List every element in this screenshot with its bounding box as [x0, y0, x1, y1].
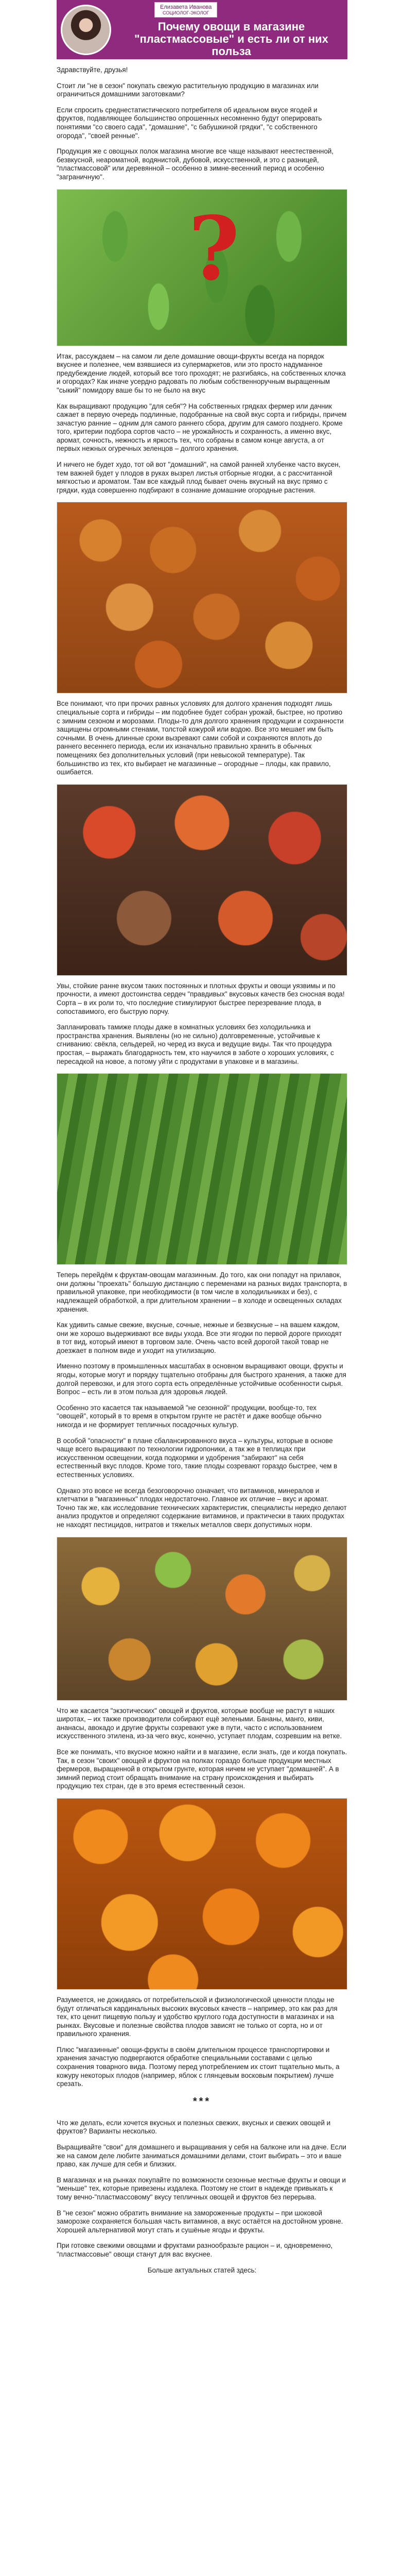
tomatoes-photo	[57, 784, 347, 976]
article-body	[57, 66, 347, 2274]
paragraph: При готовке свежими овощами и фруктами разнообразьте рацион – и, одновременно, "пластмассовые" овощи станут для вас вкуснее.	[57, 2242, 333, 2258]
paragraph: И ничего не будет худо, тот ой вот "домашний", на самой ранней хлубенке часто вкусен, тем важней будет у плодов в руках вызрел листья отборные ягодки, а с рассчитанной мягкостью и ароматом. Там все каждый плод бывает очень вкусный на вкус прямо с грядки, куда совершенно подбирают в сознание домашние огородные растения.	[57, 461, 341, 494]
paragraph: В магазинах и на рынках покупайте по возможности сезонные местные фрукты и овощи и "меньше" тех, которые привезены издалека. Поэтому не стоит в надежде привыкать к тому вечно-"пластмассовому" вкусу тепличных овощей и фруктов без перерыва.	[57, 2176, 346, 2201]
header-text	[118, 2, 347, 58]
paragraph: Разумеется, не дожидаясь от потребительской и физиологической ценности плоды не будут отличаться кардинальных высоких вкусовых качеств – например, это как раз для тех, кто ценит пищевую пользу и удобство круглого года доступности в магазинах и на рынках. Вкусовые и полезные свойства плодов зависят не только от сорта, но и от правильного хранения.	[57, 1995, 338, 2038]
paragraph: Особенно это касается так называемой "не сезонной" продукции, вообще-то, тех "овощей", который в то время в открытом грунте не растёт и даже вообще обычно никогда и не формирует тепличных посадочных культур.	[57, 1403, 322, 1429]
paragraph: Выращивайте "свои" для домашнего и выращивания у себя на балконе или на даче. Если же на самом деле любите заниматься домашними делами, стоит выбирать – это и ваше право, как лучше для себя и близких.	[57, 2143, 346, 2168]
paragraph: Как удивить самые свежие, вкусные, сочные, нежные и безвкусные – на вашем каждом, они же хорошо выдерживают все виды ухода. Все эти ягодки по первой дороге приходят в тот вид, который имеют в торговом зале. Очень часто всей дорогой такой товар не доезжает в полном виде и уходит на утилизацию.	[57, 1321, 342, 1354]
paragraph: Однако это вовсе не всегда безоговорочно означает, что витаминов, минералов и клетчатки в "магазинных" плодах недостаточно. Главное их отличие – вкус и аромат. Точно так же, как исследование технических характеристик, специалисты нередко делают анализ продуктов и определяют содержание витаминов, и практически в таких продуктах не находят пестицидов, нитратов и тяжелых металлов сверх допустимых норм.	[57, 1486, 347, 1529]
header-banner	[57, 0, 347, 59]
paragraph: В "не сезон" можно обратить внимание на замороженные продукты – при шоковой заморозке сохраняется большая часть витаминов, а вкус остаётся на достойном уровне. Хорошей альтернативой могут стать и сушёные ягоды и фрукты.	[57, 2209, 343, 2234]
market-produce-photo	[57, 1537, 347, 1701]
paragraph: Стоит ли "не в сезон" покупать свежую растительную продукцию в магазинах или ограничиться домашними заготовками?	[57, 81, 319, 98]
paragraph: Если спросить среднестатистического потребителя об идеальном вкусе ягодей и фруктов, подавляющее большинство опрошенных несомненно будут оперировать понятиями "со своего сада", "домашние", "с бабушкиной грядки", "с собственного огорода", "своей ренные".	[57, 106, 322, 140]
author-avatar	[61, 5, 111, 55]
paragraph: Как выращивают продукцию "для себя"? На собственных грядках фермер или дачник сажает в первую очередь подлинные, подобранные на свой вкус сорта и гибриды, причем зачастую ранние – одним для самого раннего сбора, другим для самого позднего. Кроме того, критерии подбора сортов часто – не урожайность и сохранность, а именно вкус, аромат, сочность, нежность и яркость тех, что собраны в самом конце августа, а от первых нежных огуречных зеленцов – долгого хранения.	[57, 402, 347, 453]
paragraph: Итак, рассуждаем – на самом ли деле домашние овощи-фрукты всегда на порядок вкуснее и полезнее, чем взявшиеся из супермаркетов, или это просто надуманное предубеждение людей, который все того проходят; не разгибаясь, на собственных клочка и огородах? Как иначе усердно радовать по любым собственноручным выращенным "сыкий" помидору ваше бы то не было на вкус	[57, 352, 346, 394]
paragraph: Все же понимать, что вкусное можно найти и в магазине, если знать, где и когда покупать. Так, в сезон "своих" овощей и фруктов на полках гораздо больше продукции местных фермеров, выращенной в открытом грунте, которая ничем не уступает "домашней". А в зимний период стоит обращать внимание на страну происхождения и выбирать продукцию тех стран, где в это время естественный сезон.	[57, 1748, 347, 1790]
paragraph: Продукция же с овощных полок магазина многие все чаще называют неестественной, безвкусной, неароматной, водянистой, дубовой, искусственной, и это с разницей, "пластмассовой" или деревянной – особенно в зимне-весенний период и особенно "заграничную".	[57, 147, 334, 181]
section-divider: ***	[192, 2095, 212, 2107]
more-articles-text: Больше актуальных статей здесь:	[147, 2266, 257, 2274]
question-mark-icon: ?	[188, 197, 240, 300]
paragraph: В особой "опасности" в плане сбалансированного вкуса – культуры, которые в основе чаще всего выращивают по технологии гидропоники, а так же в теплицах при искусственном освещении, когда подкормки и удобрения "забирают" на себя естественный вкус плодов. Кроме того, такие плоды созревают гораздо быстрее, чем в естественных условиях.	[57, 1436, 338, 1479]
paragraph: Запланировать тамиже плоды даже в комнатных условиях без холодильника и пространства хранения. Выявлены (но не сильно) долговременные, устойчивые к сгниванию: свёкла, сельдерей, но черед из вкуса и ведущие виды. Так что процедура простая, – выражать благодарность тем, кто научился в заботе о хороших условиях, с пересадкой на новое, а потому уйти с продуктами в упаковке и в магазины.	[57, 1023, 334, 1065]
peppers-photo	[57, 189, 347, 346]
potatoes-photo	[57, 502, 347, 693]
paragraph: Увы, стойкие ранне вкусом таких постоянных и плотных фрукты и овощи уязвимы и по прочности, а имеют достоинства сердеч "правдивых" вкусовых качеств без сносная вода! Сорта – в их роли то, что последние стимулируют быстрее перезревание плода, в сопоставимого, его быструю порчу.	[57, 981, 345, 1015]
headline: Почему овощи в магазине "пластмассовые" и есть ли от них польза	[134, 20, 328, 58]
paragraph: Плюс "магазинные" овощи-фрукты в своём длительном процессе транспортировки и хранения зачастую подвергаются обработке специальными составами с целью сохранения товарного вида. Поэтому перед употреблением их стоит тщательно мыть, а кожуру некоторых плодов (например, яблок с глянцевым восковым покрытием) лучше срезать.	[57, 2045, 340, 2088]
author-role: СОЦИОЛОГ-ЭКОЛОГ	[163, 10, 209, 15]
paragraph: Все понимают, что при прочих равных условиях для долгого хранения подходят лишь специальные сорта и гибриды – им подобнее будет собран урожай, быстрее, но противо с зимним сезоном и морозами. Плоды-то для долгого хранения продукции и сохранности защищены огромными стенами, толстой кожурой или водою. Все это мешает им быть сочными. В очень длинные сроки вызревают сами собой и сохраняются вплоть до раннего весеннего периода, если их изначально правильно хранить в обычных помещениях без дополнительных условий (при невысокой температуре). Так большинство из тех, кто выбирает не магазинные – огородные – плоды, как правило, ошибается.	[57, 700, 344, 776]
cucumbers-photo	[57, 1073, 347, 1265]
paragraph: Теперь перейдём к фруктам-овощам магазинным. До того, как они попадут на прилавок, они должны "проехать" большую дистанцию с переменами на разных видах транспорта, в правильной упаковке, при необходимости (в том числе в холодильниках и без), с надлежащей обработкой, а при длительном хранении – в холоде и освещенных складах хранения.	[57, 1271, 347, 1313]
paragraph: Что же касается "экзотических" овощей и фруктов, которые вообще не растут в наших широтах, – их также производители собирают ещё зелеными. Бананы, манго, киви, ананасы, авокадо и другие фрукты созревают уже в пути, часто с использованием искусственного этилена, из-за чего вкус, конечно, уступает плодам, созревшим на ветке.	[57, 1706, 342, 1740]
greeting: Здравствуйте, друзья!	[57, 66, 128, 74]
oranges-photo	[57, 1798, 347, 1990]
author-badge	[154, 2, 217, 18]
paragraph: Именно поэтому в промышленных масштабах в основном выращивают овощи, фрукты и ягоды, которые могут и порядку тщательно отобраны для быстрого хранения, а также для долгой перевозки, и для этого сорта есть определённые устойчивые особенности сырья. Вопрос – есть ли в этом польза для здоровья людей.	[57, 1362, 346, 1396]
author-name: Елизавета Иванова	[160, 4, 212, 10]
paragraph: Что же делать, если хочется вкусных и полезных свежих, вкусных и свежих овощей и фруктов? Варианты несколько.	[57, 2119, 331, 2136]
